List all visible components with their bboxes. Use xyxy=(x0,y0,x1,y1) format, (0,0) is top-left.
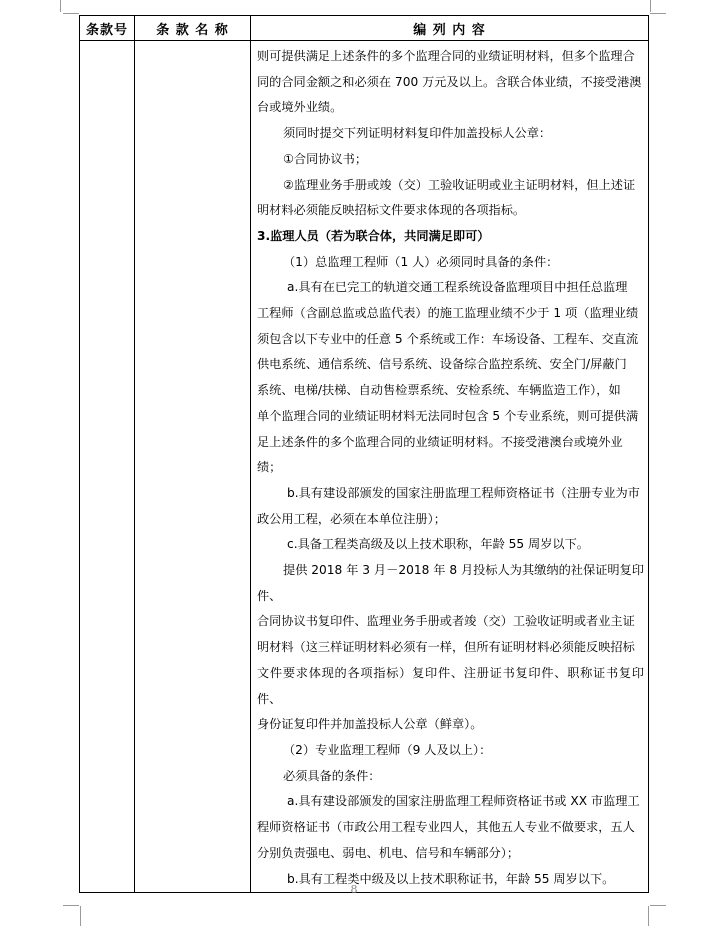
content-line: 必须具备的条件： xyxy=(283,768,381,783)
content-line: 明材料（这三样证明材料必须有一样，但所有证明材料必须能反映招标 xyxy=(257,640,635,655)
content-line: 须包含以下专业中的任意 5 个系统或工作：车场设备、工程车、交直流 xyxy=(257,331,639,346)
content-cell xyxy=(251,41,649,893)
content-line: 工程师（含副总监或总监代表）的施工监理业绩不少于 1 项（监理业绩 xyxy=(257,306,639,321)
content-line: 文件要求体现的各项指标）复印件、注册证书复印件、职称证书复印件、 xyxy=(257,665,644,706)
content-line: 分别负责强电、弱电、机电、信号和车辆部分）； xyxy=(257,845,520,860)
content-line: a.具有建设部颁发的国家注册监理工程师资格证书或 XX 市监理工 xyxy=(287,794,640,809)
content-line: ①合同协议书； xyxy=(283,151,368,166)
content-line: 系统、电梯/扶梯、自动售检票系统、安检系统、车辆监造工作），如 xyxy=(257,383,621,398)
crop-mark-bottom-left-h xyxy=(63,905,79,906)
clause-table xyxy=(79,15,649,893)
table-body-row xyxy=(80,41,649,893)
content-line: a.具有在已完工的轨道交通工程系统设备监理项目中担任总监理 xyxy=(287,280,628,295)
content-line: 合同协议书复印件、监理业务手册或者竣（交）工验收证明或者业主证 xyxy=(257,614,635,629)
content-line: 同的合同金额之和必须在 700 万元及以上。含联合体业绩，不接受港澳 xyxy=(257,74,642,89)
content-line: 明材料必须能反映招标文件要求体现的各项指标。 xyxy=(257,203,526,218)
clause-no-cell xyxy=(80,41,135,893)
content-text xyxy=(251,41,648,892)
content-line: 供电系统、通信系统、信号系统、设备综合监控系统、安全门/屏蔽门 xyxy=(257,357,627,372)
content-line: b.具有工程类中级及以上技术职称证书，年龄 55 周岁以下。 xyxy=(287,871,615,886)
content-line: 程师资格证书（市政公用工程专业四人，其他五人专业不做要求，五人 xyxy=(257,820,635,835)
content-line: 提供 2018 年 3 月－2018 年 8 月投标人为其缴纳的社保证明复印件、 xyxy=(257,563,644,603)
content-line: 政公用工程，必须在本单位注册）； xyxy=(257,511,446,526)
content-line: ②监理业务手册或竣（交）工验收证明或业主证明材料，但上述证 xyxy=(283,177,636,192)
content-line: 绩； xyxy=(257,460,282,475)
page-number: 8 xyxy=(350,883,358,896)
crop-mark-top-left-h xyxy=(63,13,79,14)
header-content: 编 列 内 容 xyxy=(251,16,649,41)
crop-mark-top-right-h xyxy=(650,13,666,14)
clause-name-cell xyxy=(135,41,251,893)
content-line: （1）总监理工程师（1 人）必须同时具备的条件： xyxy=(283,254,559,269)
crop-mark-bottom-right-v xyxy=(648,906,649,926)
crop-mark-top-left-v xyxy=(60,0,61,12)
content-line: 身份证复印件并加盖投标人公章（鲜章）。 xyxy=(257,717,483,732)
content-line: （2）专业监理工程师（9 人及以上）： xyxy=(283,742,492,757)
table-header-row xyxy=(80,16,649,41)
content-line: 则可提供满足上述条件的多个监理合同的业绩证明材料，但多个监理合 xyxy=(257,49,635,63)
content-line: 单个监理合同的业绩证明材料无法同时包含 5 个专业系统，则可提供满 xyxy=(257,408,639,423)
content-line: 须同时提交下列证明材料复印件加盖投标人公章： xyxy=(283,126,552,141)
header-clause-name: 条 款 名 称 xyxy=(135,16,251,41)
crop-mark-bottom-right-h xyxy=(650,905,666,906)
content-line: c.具备工程类高级及以上技术职称，年龄 55 周岁以下。 xyxy=(287,537,589,552)
content-line: 足上述条件的多个监理合同的业绩证明材料。不接受港澳台或境外业 xyxy=(257,434,623,449)
crop-mark-bottom-left-v xyxy=(80,906,81,926)
header-clause-no: 条款号 xyxy=(80,16,135,41)
section-heading: 3.监理人员（若为联合体，共同满足即可） xyxy=(257,228,490,243)
content-line: b.具有建设部颁发的国家注册监理工程师资格证书（注册专业为市 xyxy=(287,485,640,500)
crop-mark-top-right-v xyxy=(650,0,651,12)
content-line: 台或境外业绩。 xyxy=(257,100,343,115)
